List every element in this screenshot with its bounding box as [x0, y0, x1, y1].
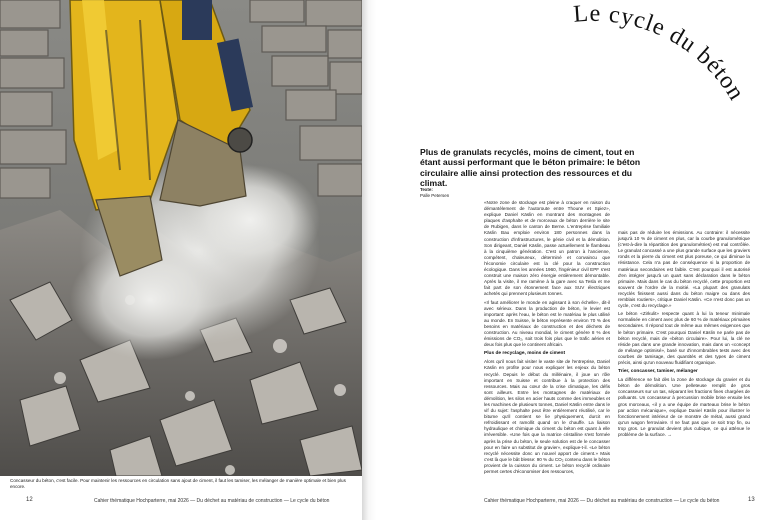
subheading: Plus de recyclage, moins de ciment	[484, 351, 566, 357]
footer-left: Cahier thématique Hochparterre, mai 2026 — Du déchet au matériau de construction — Le cycle du béton	[94, 498, 330, 504]
credits	[420, 187, 449, 198]
concrete-crusher-photo	[0, 0, 362, 476]
left-page	[0, 0, 362, 520]
article-lead: Plus de granulats recyclés, moins de ciment, tout en étant aussi performant que le béton primaire: le béton circulaire allie ainsi protection des ressources et du climat.	[420, 147, 641, 188]
page-number-left: 12	[26, 497, 33, 503]
body-column-2	[618, 230, 750, 440]
article-title: Le cycle du béton	[572, 0, 750, 106]
credits-author: Palle Petersen	[420, 192, 450, 198]
paragraph: mais pas de réduire les émissions. Au contraire: il nécessite jusqu'à 10 % de ciment en plus, car la courbe granulométrique (c'est-à-dire la répartition des granulométries) est mal contrôlée. Le granulat concassé a une plus grande surface que les graviers ronds et la pierre du ciment est plus poreuse, ce qui diminue la résistance. Cela n'a pas de conséquence si la proportion de matériaux secondaires est faible. C'est pourquoi il est autorisé d'en intégrer jusqu'à un quart sans déclaration dans le béton primaire. Mais dans le cas du béton recyclé, cette proportion est souvent de l'ordre de la moitié. «La plupart des granulats recyclés finissent aussi dans du béton maigre ou dans des remblais routiers», critique Daniel Käslin. «Ce n'est donc pas un cycle, c'est du recyclage.»	[618, 230, 750, 309]
subheading: Trier, concasser, tamiser, mélanger	[618, 369, 698, 375]
paragraph: Le béton «Zirkulit» respecte quant à lui la teneur minimale normalisée en ciment avec plus de 60 % de matériaux primaires secondaires. Il répond tout de même aux mêmes exigences que le béton primaire. C'est pourquoi Daniel Käslin ne parle pas de béton recyclé, mais de «béton circulaire». Pour lui, la clé ne réside pas dans une grande innovation, mais dans un «concept de mélange optimisé», basé sur d'innombrables tests avec des courbes de tamisage, des quantités et des types de ciment précis, ainsi qu'un nouveau fluidifiant organique.	[618, 311, 750, 365]
svg-text:Le cycle du béton	[572, 1, 749, 106]
credits-label: Texte:	[420, 187, 433, 192]
paragraph: Alors qu'il nous fait visiter le vaste site de l'entreprise, Daniel Käslin en profite pour nous expliquer les enjeux du béton recyclé. Depuis le début du millénaire, il joue un rôle important en Suisse et contribue à la protection des ressources. Mais au cœur de la crise climatique, les défis sont ailleurs. Entre les montagnes de matériaux de démolition, les silos en acier hauts comme des immeubles et les machines de plusieurs tonnes, Daniel Käslin entre dans le vif du sujet: l'asphalte peut être entièrement réutilisé, car le bitume qu'il contient se lie physiquement, durcit en refroidissant et ramollit quand on le chauffe. La liaison hydraulique et chimique du ciment du béton est quant à elle irréversible. «Une fois que la matrice cristalline s'est formée après la prise du béton, le seule solution est de le concasser pour en faire un substitut de gravier», explique-t-il. «Le béton recyclé nécessite donc un nouvel apport de ciment.» Mais c'est là que le bât blesse: 90 % du CO₂ contenu dans le béton provient de la cuisson du ciment. Le béton recyclé ordinaire permet certes d'économiser des ressources,	[484, 359, 611, 475]
paragraph: «Il faut améliorer le monde en agissant à son échelle», dit-il avec sérieux. Dans la production de béton, le levier est important: après l'eau, le béton est le matériau le plus utilisé au monde. En Suisse, le béton représente environ 70 % des besoins en matériaux de construction et des déchets de construction. Au niveau mondial, le ciment génère 8 % des émissions de CO₂, soit trois fois plus que le trafic aérien et deux fois plus que le continent africain.	[484, 299, 610, 348]
photo-caption: Concasseur du béton, c'est facile. Pour maintenir les ressources en circulation sans ajout de ciment, il faut les tamiser, les mélanger de manière optimale et bien plus encore.	[10, 478, 346, 489]
footer-right: Cahier thématique Hochparterre, mai 2026 — Du déchet au matériau de construction — Le cycle du béton	[484, 498, 720, 504]
page-gutter	[362, 0, 376, 520]
page-number-right: 13	[748, 497, 755, 503]
body-column-1	[484, 200, 610, 477]
paragraph: La différence se fait dès la zone de stockage du gravier et du béton de démolition. Une pelleteuse remplit de gros concasseurs sur un tas, séparant les fractions fines chargées de polluants. Un concasseur à percussion mobile brise ensuite les gros morceaux, «il y a une équipe de marteaux brise le béton par action mécanique», explique Daniel Käslin pour illustrer le fonctionnement intérieur de ce monstre de métal, aussi grand qu'un wagon ferroviaire. Il ne faut pas que ce soit trop fin, ou trop gros. Le granulat devient plus cubique, ce qui atténue le problème de la surface. →	[618, 377, 750, 437]
paragraph: «Notre zone de stockage est pleine à craquer en raison du démantèlement de l'autoroute entre Thoune et Spiez», explique Daniel Käslin en montrant des montagnes de plaques d'asphalte et de morceaux de béton derrière le site de Rubigen, dans le canton de Berne. L'entreprise familiale Käslin Bau emploie environ 180 personnes dans la construction d'infrastructures, le génie civil et la démolition. Son dirigeant, Daniel Käslin, passe actuellement le flambeau à la cinquième génération. C'est un patron à l'ancienne, compétent, chaleureux, déterminé et convaincu que l'économie circulaire est la clé pour la construction écologique. Dans les années 1960, l'ingénieur civil EPF s'est construit une maison zéro énergie entièrement démontable. Après la visite, il me ramène à la gare avec sa Tesla et me fait part de son étonnement face aux SUV électriques achetés qui prennent plusieurs tonnes.	[484, 200, 610, 297]
